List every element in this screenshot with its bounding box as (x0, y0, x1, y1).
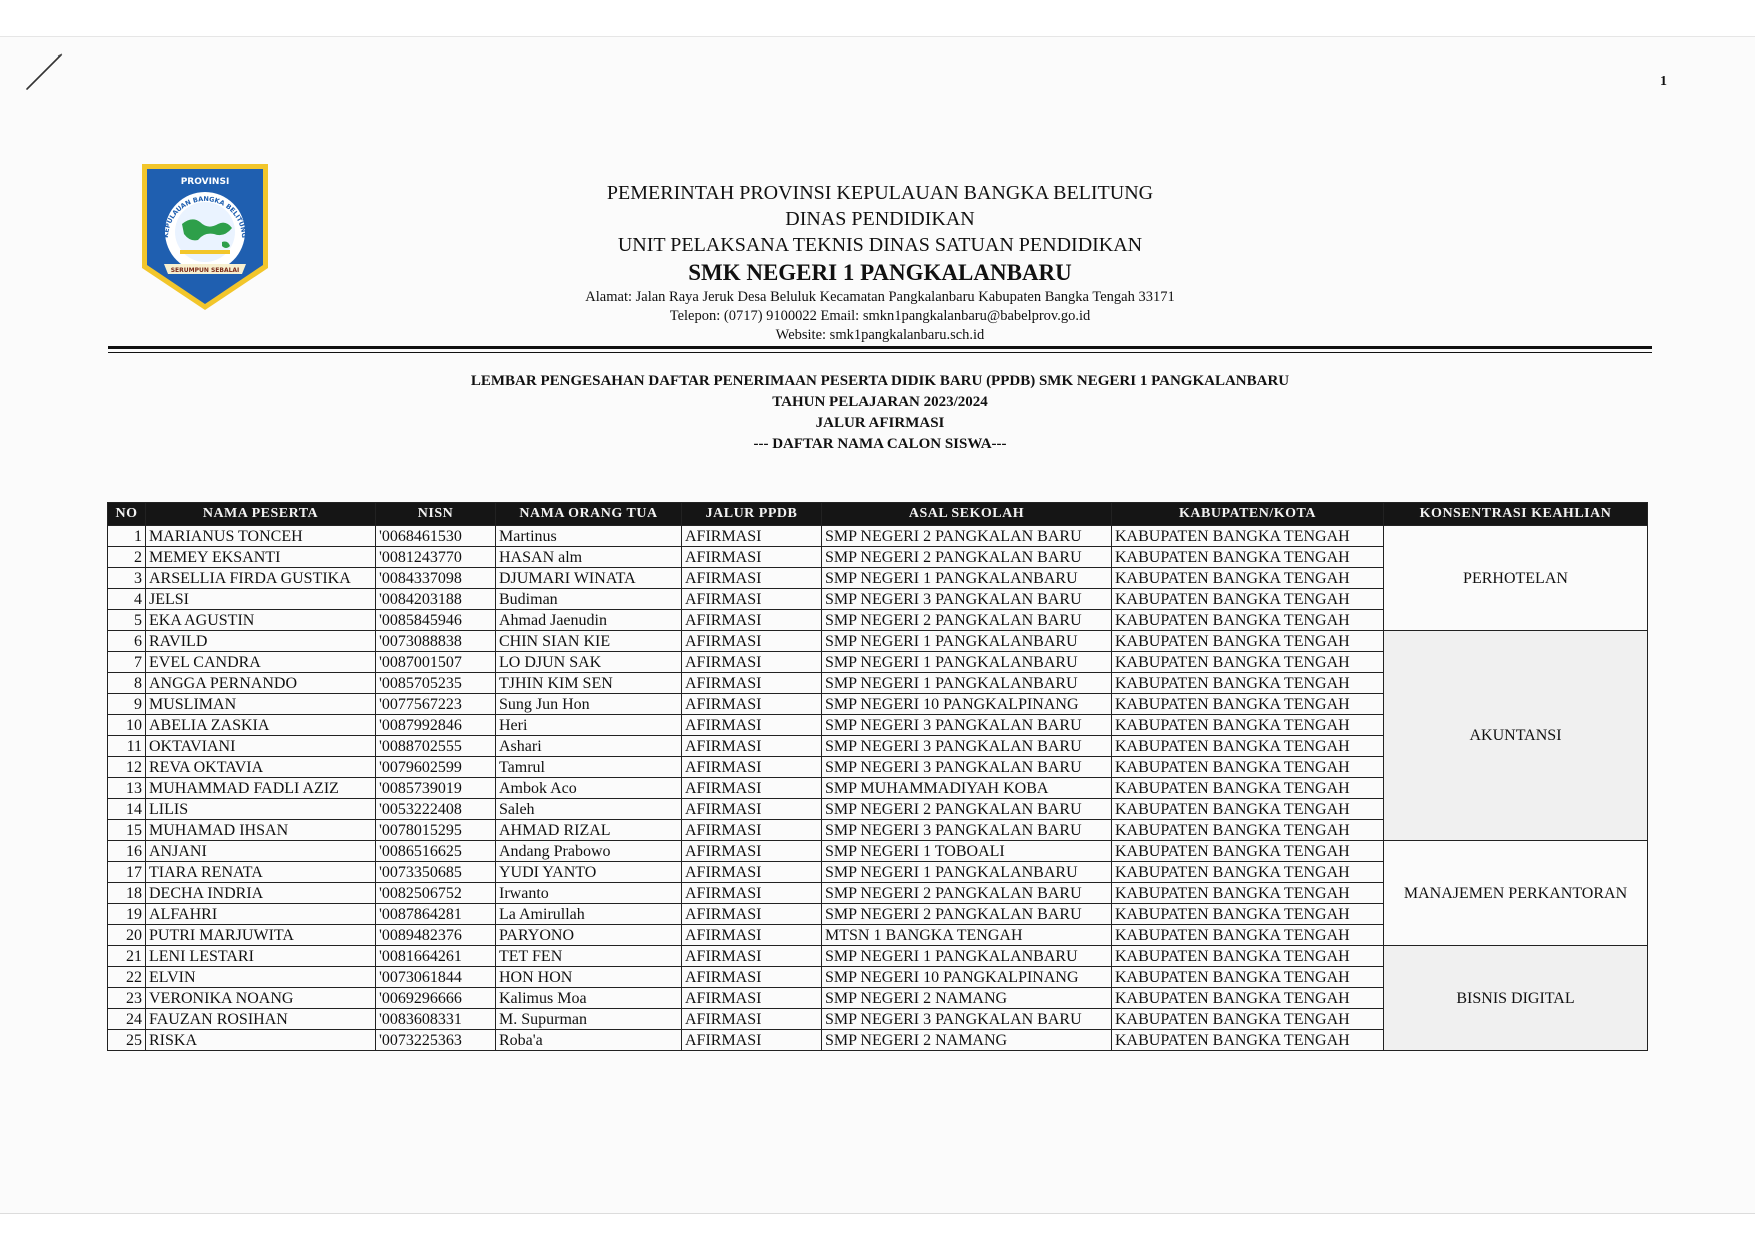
regency: KABUPATEN BANGKA TENGAH (1112, 1009, 1384, 1030)
regency: KABUPATEN BANGKA TENGAH (1112, 547, 1384, 568)
origin-school: SMP NEGERI 2 NAMANG (822, 988, 1112, 1009)
parent-name: TET FEN (496, 946, 682, 967)
regency: KABUPATEN BANGKA TENGAH (1112, 715, 1384, 736)
participant-name: RISKA (146, 1030, 376, 1051)
nisn: '0081243770 (376, 547, 496, 568)
table-row (108, 526, 1648, 547)
parent-name: La Amirullah (496, 904, 682, 925)
regency: KABUPATEN BANGKA TENGAH (1112, 526, 1384, 547)
origin-school: SMP NEGERI 3 PANGKALAN BARU (822, 757, 1112, 778)
origin-school: SMP NEGERI 1 TOBOALI (822, 841, 1112, 862)
origin-school: SMP NEGERI 3 PANGKALAN BARU (822, 736, 1112, 757)
parent-name: TJHIN KIM SEN (496, 673, 682, 694)
regency: KABUPATEN BANGKA TENGAH (1112, 694, 1384, 715)
origin-school: SMP NEGERI 1 PANGKALANBARU (822, 568, 1112, 589)
parent-name: HASAN alm (496, 547, 682, 568)
regency: KABUPATEN BANGKA TENGAH (1112, 589, 1384, 610)
row-number: 3 (108, 568, 146, 589)
admission-path: AFIRMASI (682, 694, 822, 715)
table-body (108, 526, 1648, 1051)
origin-school: SMP NEGERI 2 PANGKALAN BARU (822, 904, 1112, 925)
regency: KABUPATEN BANGKA TENGAH (1112, 568, 1384, 589)
letterhead-address: Alamat: Jalan Raya Jeruk Desa Beluluk Kecamatan Pangkalanbaru Kabupaten Bangka Tengah 33171 (585, 289, 1175, 305)
nisn: '0077567223 (376, 694, 496, 715)
regency: KABUPATEN BANGKA TENGAH (1112, 967, 1384, 988)
pen-mark (24, 52, 64, 92)
parent-name: Ashari (496, 736, 682, 757)
admission-path: AFIRMASI (682, 988, 822, 1009)
row-number: 8 (108, 673, 146, 694)
row-number: 2 (108, 547, 146, 568)
parent-name: Budiman (496, 589, 682, 610)
letterhead-divider-thin (108, 352, 1652, 353)
participant-name: LILIS (146, 799, 376, 820)
regency: KABUPATEN BANGKA TENGAH (1112, 862, 1384, 883)
major-group: PERHOTELAN (1384, 526, 1648, 631)
student-roster-table (107, 502, 1648, 1051)
major-group: MANAJEMEN PERKANTORAN (1384, 841, 1648, 946)
participant-name: ELVIN (146, 967, 376, 988)
regency: KABUPATEN BANGKA TENGAH (1112, 883, 1384, 904)
regency: KABUPATEN BANGKA TENGAH (1112, 778, 1384, 799)
title-line-1: LEMBAR PENGESAHAN DAFTAR PENERIMAAN PESERTA DIDIK BARU (PPDB) SMK NEGERI 1 PANGKALANBARU (470, 373, 1290, 389)
admission-path: AFIRMASI (682, 1009, 822, 1030)
row-number: 15 (108, 820, 146, 841)
admission-path: AFIRMASI (682, 631, 822, 652)
regency: KABUPATEN BANGKA TENGAH (1112, 904, 1384, 925)
regency: KABUPATEN BANGKA TENGAH (1112, 652, 1384, 673)
parent-name: LO DJUN SAK (496, 652, 682, 673)
participant-name: MEMEY EKSANTI (146, 547, 376, 568)
admission-path: AFIRMASI (682, 799, 822, 820)
origin-school: SMP NEGERI 3 PANGKALAN BARU (822, 1009, 1112, 1030)
table-header-row (108, 503, 1648, 526)
origin-school: SMP NEGERI 1 PANGKALANBARU (822, 862, 1112, 883)
parent-name: AHMAD RIZAL (496, 820, 682, 841)
row-number: 6 (108, 631, 146, 652)
nisn: '0084337098 (376, 568, 496, 589)
row-number: 14 (108, 799, 146, 820)
origin-school: SMP NEGERI 3 PANGKALAN BARU (822, 589, 1112, 610)
parent-name: Saleh (496, 799, 682, 820)
nisn: '0081664261 (376, 946, 496, 967)
logo-arc-text: KEPULAUAN BANGKA BELITUNG (161, 194, 249, 239)
origin-school: SMP NEGERI 1 PANGKALANBARU (822, 946, 1112, 967)
nisn: '0073225363 (376, 1030, 496, 1051)
letterhead-government: PEMERINTAH PROVINSI KEPULAUAN BANGKA BELITUNG (606, 182, 1154, 204)
nisn: '0073061844 (376, 967, 496, 988)
participant-name: MUSLIMAN (146, 694, 376, 715)
participant-name: LENI LESTARI (146, 946, 376, 967)
parent-name: Heri (496, 715, 682, 736)
admission-path: AFIRMASI (682, 778, 822, 799)
table-row (108, 631, 1648, 652)
nisn: '0079602599 (376, 757, 496, 778)
row-number: 9 (108, 694, 146, 715)
header-origin-school: ASAL SEKOLAH (822, 503, 1112, 526)
origin-school: SMP NEGERI 3 PANGKALAN BARU (822, 715, 1112, 736)
header-major: KONSENTRASI KEAHLIAN (1384, 503, 1648, 526)
regency: KABUPATEN BANGKA TENGAH (1112, 1030, 1384, 1051)
nisn: '0087864281 (376, 904, 496, 925)
letterhead-department: DINAS PENDIDIKAN (785, 208, 975, 230)
origin-school: SMP NEGERI 2 PANGKALAN BARU (822, 799, 1112, 820)
admission-path: AFIRMASI (682, 1030, 822, 1051)
participant-name: MUHAMAD IHSAN (146, 820, 376, 841)
origin-school: MTSN 1 BANGKA TENGAH (822, 925, 1112, 946)
participant-name: MARIANUS TONCEH (146, 526, 376, 547)
header-admission-path: JALUR PPDB (682, 503, 822, 526)
nisn: '0068461530 (376, 526, 496, 547)
letterhead (430, 180, 1330, 345)
nisn: '0087992846 (376, 715, 496, 736)
nisn: '0073088838 (376, 631, 496, 652)
regency: KABUPATEN BANGKA TENGAH (1112, 736, 1384, 757)
province-logo (138, 160, 272, 314)
table-row (108, 946, 1648, 967)
regency: KABUPATEN BANGKA TENGAH (1112, 841, 1384, 862)
parent-name: Irwanto (496, 883, 682, 904)
origin-school: SMP NEGERI 3 PANGKALAN BARU (822, 820, 1112, 841)
admission-path: AFIRMASI (682, 610, 822, 631)
nisn: '0085705235 (376, 673, 496, 694)
document-title (300, 371, 1460, 455)
row-number: 11 (108, 736, 146, 757)
nisn: '0084203188 (376, 589, 496, 610)
parent-name: Sung Jun Hon (496, 694, 682, 715)
header-parent-name: NAMA ORANG TUA (496, 503, 682, 526)
participant-name: ALFAHRI (146, 904, 376, 925)
admission-path: AFIRMASI (682, 946, 822, 967)
participant-name: RAVILD (146, 631, 376, 652)
nisn: '0069296666 (376, 988, 496, 1009)
admission-path: AFIRMASI (682, 652, 822, 673)
participant-name: VERONIKA NOANG (146, 988, 376, 1009)
letterhead-website: Website: smk1pangkalanbaru.sch.id (775, 327, 985, 343)
parent-name: Roba'a (496, 1030, 682, 1051)
letterhead-divider-thick (108, 346, 1652, 349)
title-line-4: --- DAFTAR NAMA CALON SISWA--- (753, 436, 1007, 452)
origin-school: SMP NEGERI 1 PANGKALANBARU (822, 631, 1112, 652)
participant-name: ARSELLIA FIRDA GUSTIKA (146, 568, 376, 589)
letterhead-school-name: SMK NEGERI 1 PANGKALANBARU (688, 260, 1072, 285)
logo-ribbon-text: SERUMPUN SEBALAI (170, 267, 240, 274)
parent-name: DJUMARI WINATA (496, 568, 682, 589)
origin-school: SMP NEGERI 2 PANGKALAN BARU (822, 526, 1112, 547)
admission-path: AFIRMASI (682, 757, 822, 778)
header-regency: KABUPATEN/KOTA (1112, 503, 1384, 526)
letterhead-contact: Telepon: (0717) 9100022 Email: smkn1pangkalanbaru@babelprov.go.id (669, 308, 1091, 324)
row-number: 25 (108, 1030, 146, 1051)
admission-path: AFIRMASI (682, 673, 822, 694)
participant-name: JELSI (146, 589, 376, 610)
participant-name: ANJANI (146, 841, 376, 862)
row-number: 23 (108, 988, 146, 1009)
parent-name: Tamrul (496, 757, 682, 778)
major-group: BISNIS DIGITAL (1384, 946, 1648, 1051)
admission-path: AFIRMASI (682, 526, 822, 547)
header-participant-name: NAMA PESERTA (146, 503, 376, 526)
nisn: '0073350685 (376, 862, 496, 883)
parent-name: CHIN SIAN KIE (496, 631, 682, 652)
participant-name: EVEL CANDRA (146, 652, 376, 673)
row-number: 4 (108, 589, 146, 610)
regency: KABUPATEN BANGKA TENGAH (1112, 820, 1384, 841)
participant-name: ABELIA ZASKIA (146, 715, 376, 736)
row-number: 7 (108, 652, 146, 673)
participant-name: PUTRI MARJUWITA (146, 925, 376, 946)
nisn: '0086516625 (376, 841, 496, 862)
parent-name: M. Supurman (496, 1009, 682, 1030)
parent-name: Ahmad Jaenudin (496, 610, 682, 631)
row-number: 12 (108, 757, 146, 778)
row-number: 24 (108, 1009, 146, 1030)
row-number: 20 (108, 925, 146, 946)
nisn: '0085845946 (376, 610, 496, 631)
participant-name: OKTAVIANI (146, 736, 376, 757)
origin-school: SMP MUHAMMADIYAH KOBA (822, 778, 1112, 799)
regency: KABUPATEN BANGKA TENGAH (1112, 946, 1384, 967)
title-line-3: JALUR AFIRMASI (815, 415, 945, 431)
origin-school: SMP NEGERI 2 PANGKALAN BARU (822, 883, 1112, 904)
parent-name: Ambok Aco (496, 778, 682, 799)
admission-path: AFIRMASI (682, 883, 822, 904)
row-number: 10 (108, 715, 146, 736)
nisn: '0053222408 (376, 799, 496, 820)
regency: KABUPATEN BANGKA TENGAH (1112, 610, 1384, 631)
origin-school: SMP NEGERI 2 PANGKALAN BARU (822, 547, 1112, 568)
admission-path: AFIRMASI (682, 589, 822, 610)
parent-name: Martinus (496, 526, 682, 547)
row-number: 13 (108, 778, 146, 799)
regency: KABUPATEN BANGKA TENGAH (1112, 925, 1384, 946)
origin-school: SMP NEGERI 1 PANGKALANBARU (822, 673, 1112, 694)
row-number: 22 (108, 967, 146, 988)
regency: KABUPATEN BANGKA TENGAH (1112, 757, 1384, 778)
parent-name: HON HON (496, 967, 682, 988)
admission-path: AFIRMASI (682, 925, 822, 946)
logo-top-text: PROVINSI (180, 177, 230, 187)
row-number: 18 (108, 883, 146, 904)
row-number: 19 (108, 904, 146, 925)
participant-name: ANGGA PERNANDO (146, 673, 376, 694)
nisn: '0089482376 (376, 925, 496, 946)
parent-name: Andang Prabowo (496, 841, 682, 862)
admission-path: AFIRMASI (682, 715, 822, 736)
nisn: '0085739019 (376, 778, 496, 799)
admission-path: AFIRMASI (682, 862, 822, 883)
parent-name: Kalimus Moa (496, 988, 682, 1009)
row-number: 5 (108, 610, 146, 631)
admission-path: AFIRMASI (682, 820, 822, 841)
origin-school: SMP NEGERI 2 NAMANG (822, 1030, 1112, 1051)
admission-path: AFIRMASI (682, 967, 822, 988)
nisn: '0078015295 (376, 820, 496, 841)
page-number: 1 (1660, 74, 1667, 89)
row-number: 21 (108, 946, 146, 967)
participant-name: MUHAMMAD FADLI AZIZ (146, 778, 376, 799)
row-number: 17 (108, 862, 146, 883)
participant-name: FAUZAN ROSIHAN (146, 1009, 376, 1030)
regency: KABUPATEN BANGKA TENGAH (1112, 799, 1384, 820)
admission-path: AFIRMASI (682, 568, 822, 589)
admission-path: AFIRMASI (682, 547, 822, 568)
regency: KABUPATEN BANGKA TENGAH (1112, 673, 1384, 694)
header-no: NO (108, 503, 146, 526)
header-nisn: NISN (376, 503, 496, 526)
admission-path: AFIRMASI (682, 736, 822, 757)
regency: KABUPATEN BANGKA TENGAH (1112, 988, 1384, 1009)
origin-school: SMP NEGERI 10 PANGKALPINANG (822, 694, 1112, 715)
participant-name: DECHA INDRIA (146, 883, 376, 904)
origin-school: SMP NEGERI 1 PANGKALANBARU (822, 652, 1112, 673)
participant-name: REVA OKTAVIA (146, 757, 376, 778)
title-line-2: TAHUN PELAJARAN 2023/2024 (772, 394, 988, 410)
origin-school: SMP NEGERI 2 PANGKALAN BARU (822, 610, 1112, 631)
regency: KABUPATEN BANGKA TENGAH (1112, 631, 1384, 652)
major-group: AKUNTANSI (1384, 631, 1648, 841)
admission-path: AFIRMASI (682, 904, 822, 925)
row-number: 1 (108, 526, 146, 547)
letterhead-unit: UNIT PELAKSANA TEKNIS DINAS SATUAN PENDIDIKAN (617, 234, 1143, 256)
admission-path: AFIRMASI (682, 841, 822, 862)
origin-school: SMP NEGERI 10 PANGKALPINANG (822, 967, 1112, 988)
participant-name: EKA AGUSTIN (146, 610, 376, 631)
participant-name: TIARA RENATA (146, 862, 376, 883)
nisn: '0083608331 (376, 1009, 496, 1030)
parent-name: PARYONO (496, 925, 682, 946)
nisn: '0088702555 (376, 736, 496, 757)
nisn: '0087001507 (376, 652, 496, 673)
row-number: 16 (108, 841, 146, 862)
parent-name: YUDI YANTO (496, 862, 682, 883)
nisn: '0082506752 (376, 883, 496, 904)
table-row (108, 841, 1648, 862)
